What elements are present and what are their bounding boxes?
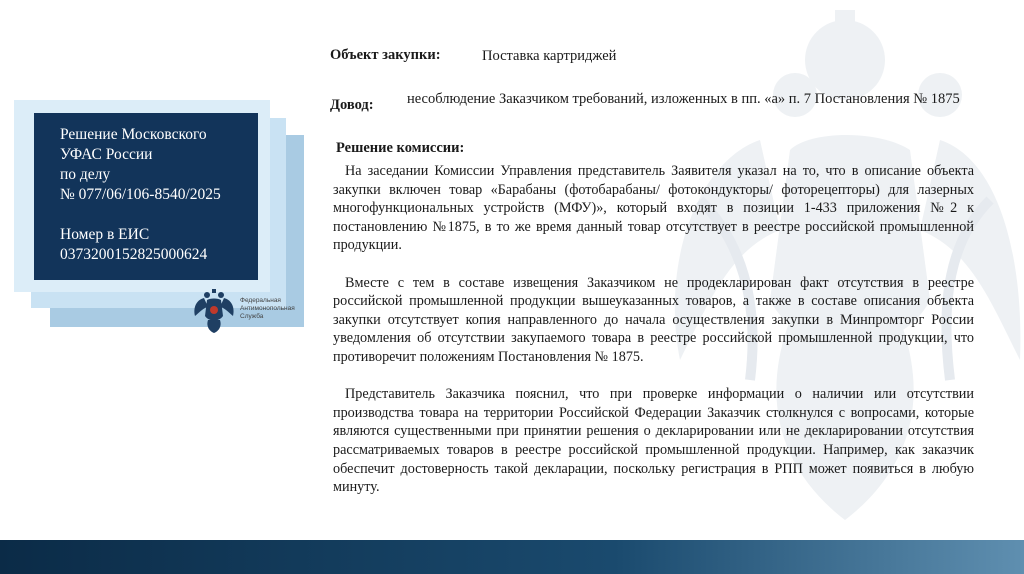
eis-number: 0373200152825000624 [60, 246, 208, 263]
case-number: № 077/06/106-8540/2025 [60, 186, 221, 203]
decision-label: Решение комиссии: [336, 140, 465, 156]
bottom-bar [0, 540, 1024, 574]
paragraph: Представитель Заказчика пояснил, что при проверке информации о наличии или отсутствии производства товара на территории Российской Федерации Заказчик столкнулся с вопросами, которые являются существенными при принятии решения о декларировании или не декларировании отсутствия рассматриваемых товаров в реестре российской промышленной продукции. Например, как заказчик обеспечит достоверность такой декларации, поскольку регистрация в РПП может появиться в любую минуту. [333, 386, 974, 496]
paragraph: На заседании Комиссии Управления представитель Заявителя указал на то, что в описание объекта закупки включен товар «Барабаны (фотобарабаны/ фотокондукторы/ фоторецепторы) для лазерных многофункциональных устройств (МФУ)», который входят в позиции 1-433 приложения №2 к постановлению №1875, в то же время данный товар отсутствует в реестре российской промышленной продукции. [333, 163, 974, 254]
card-line: Решение Московского [60, 126, 207, 143]
reason-value: несоблюдение Заказчиком требований, изложенных в пп. «а» п. 7 Постановления № 1875 [407, 91, 960, 107]
decision-text [333, 162, 974, 497]
fas-logo-text: Федеральная Антимонопольная Служба [240, 297, 295, 320]
card-line: по делу [60, 166, 111, 183]
double-headed-eagle-icon [192, 288, 236, 334]
paragraph: Вместе с тем в составе извещения Заказчиком не продекларирован факт отсутствия в реестре российской промышленной продукции вышеуказанных товаров, а также в составе описания объекта закупки отсутствует копия направленного до начала осуществления закупки в Минпромторг России уведомления об отсутствии закупаемого товара в реестре российской промышленной продукции, что противоречит положениям Постановления № 1875. [333, 274, 974, 365]
card-line: УФАС России [60, 146, 153, 163]
card-spacer [60, 205, 258, 225]
case-info-card [34, 113, 258, 280]
reason-label: Довод: [330, 97, 374, 113]
object-label: Объект закупки: [330, 47, 441, 63]
card-line: Номер в ЕИС [60, 226, 150, 243]
object-value: Поставка картриджей [482, 48, 617, 64]
